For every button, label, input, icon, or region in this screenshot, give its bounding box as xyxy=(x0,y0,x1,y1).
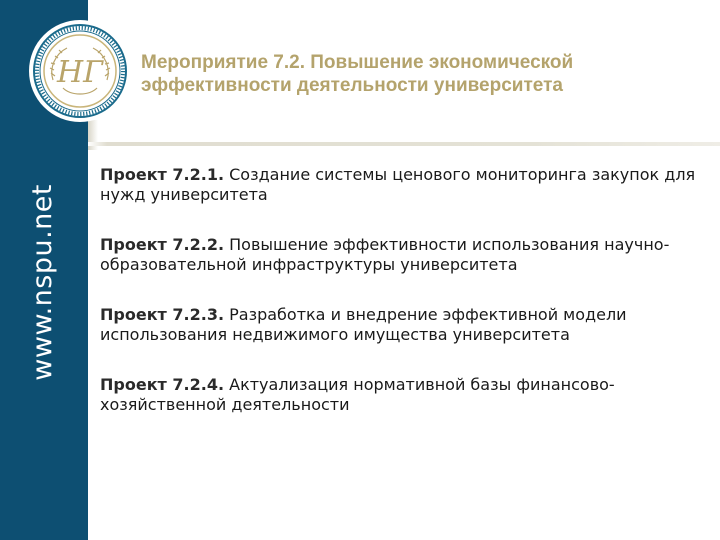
site-url-vertical xyxy=(22,166,62,398)
project-item-7-2-1 xyxy=(100,165,700,205)
project-line-1 xyxy=(100,165,700,185)
project-line-1 xyxy=(100,375,700,395)
project-label: Проект 7.2.4. xyxy=(100,375,225,394)
project-text: Разработка и внедрение эффективной модели xyxy=(224,305,627,324)
project-line-1 xyxy=(100,235,700,255)
project-label: Проект 7.2.3. xyxy=(100,305,225,324)
project-item-7-2-3 xyxy=(100,305,700,345)
project-text: Повышение эффективности использования научно- xyxy=(224,235,670,254)
project-item-7-2-4 xyxy=(100,375,700,415)
project-line-2: хозяйственной деятельности xyxy=(100,395,350,414)
title-line-1: Мероприятие 7.2. Повышение экономической xyxy=(141,52,574,73)
page-title xyxy=(141,51,701,97)
project-label: Проект 7.2.1. xyxy=(100,165,225,184)
svg-text:НГ: НГ xyxy=(56,55,104,90)
project-line-1 xyxy=(100,305,700,325)
project-line-2: нужд университета xyxy=(100,185,268,204)
header-divider xyxy=(88,142,720,146)
university-seal-icon xyxy=(29,20,131,122)
project-list xyxy=(100,165,700,445)
project-text: Актуализация нормативной базы финансово- xyxy=(224,375,615,394)
project-item-7-2-2 xyxy=(100,235,700,275)
project-text: Создание системы ценового мониторинга закупок для xyxy=(224,165,696,184)
title-line-2: эффективности деятельности университета xyxy=(141,75,563,96)
project-line-2: использования недвижимого имущества университета xyxy=(100,325,570,344)
project-label: Проект 7.2.2. xyxy=(100,235,225,254)
project-line-2: образовательной инфраструктуры университета xyxy=(100,255,518,274)
site-url-text: www.nspu.net xyxy=(26,183,58,381)
